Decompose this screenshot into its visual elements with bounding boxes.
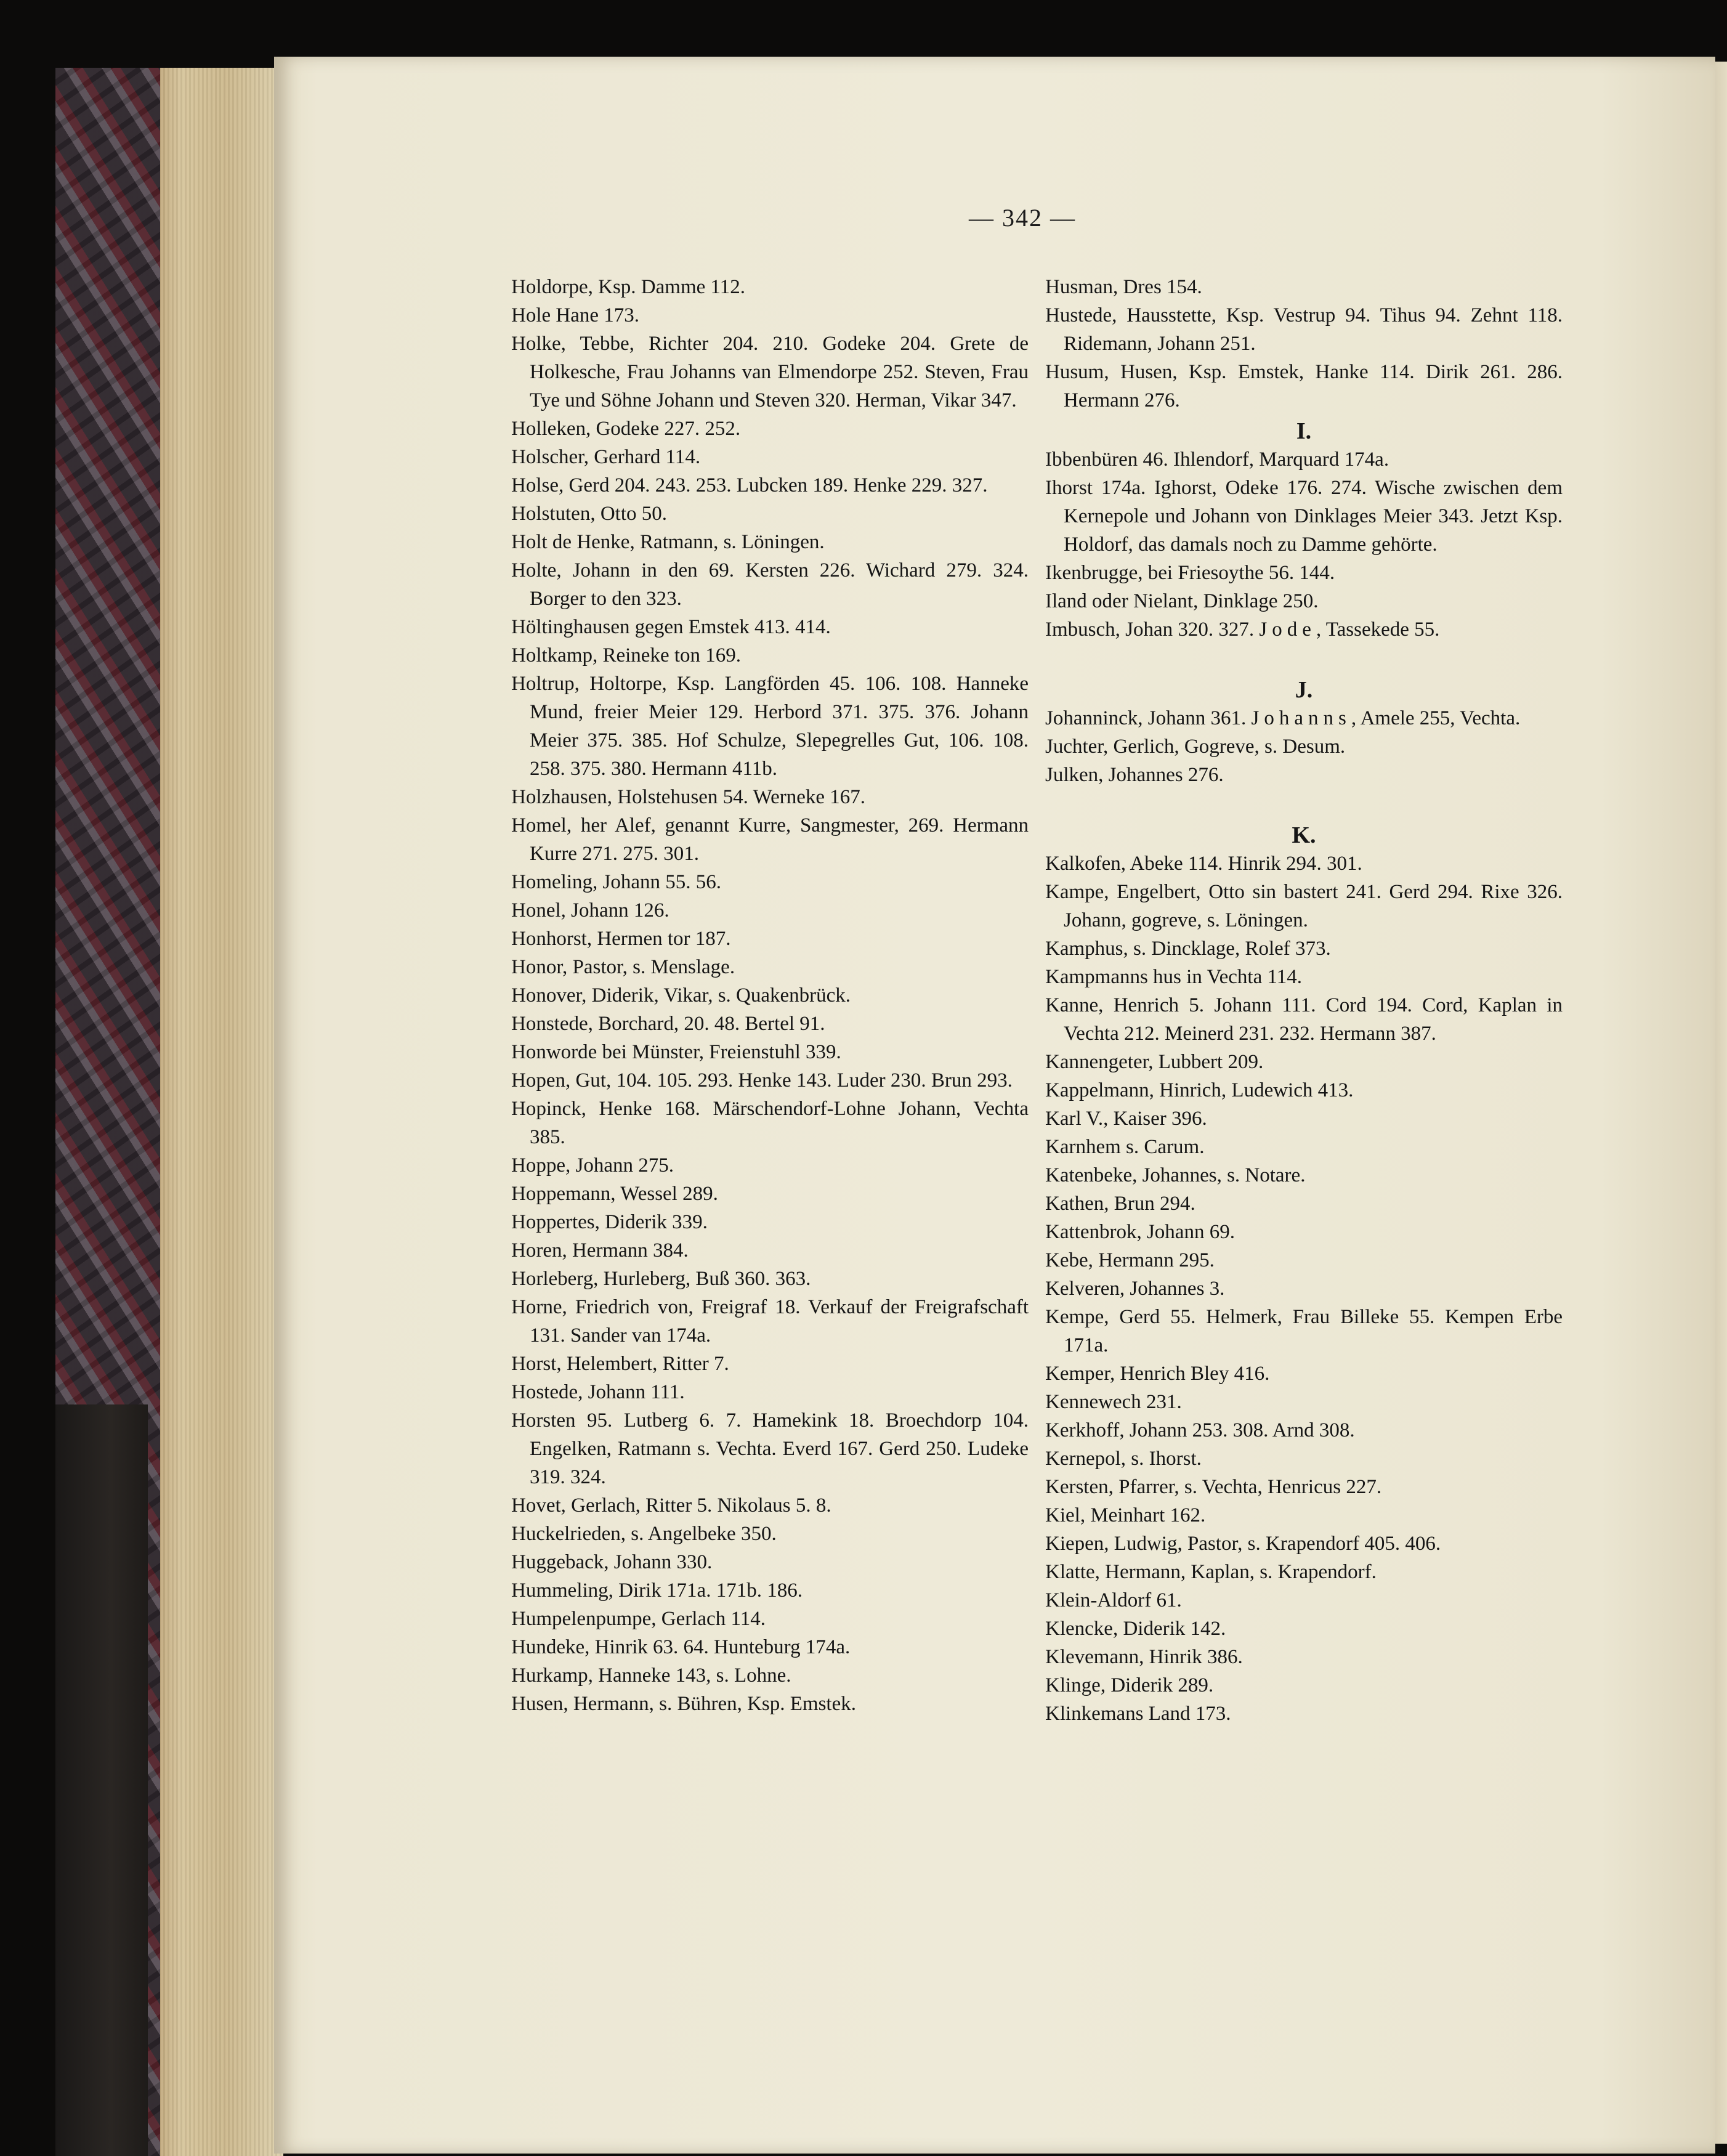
index-entry: Holdorpe, Ksp. Damme 112. <box>511 276 746 298</box>
index-entry: Karnhem s. Carum. <box>1045 1136 1205 1158</box>
k-entries <box>1045 849 1563 1728</box>
index-entry: Huggeback, Johann 330. <box>511 1551 713 1573</box>
index-entry: Holse, Gerd 204. 243. 253. Lubcken 189. Henke 229. 327. <box>511 474 988 496</box>
index-entry: Holscher, Gerhard 114. <box>511 446 701 468</box>
index-entry: Horst, Helembert, Ritter 7. <box>511 1353 729 1375</box>
index-entry: Holke, Tebbe, Richter 204. 210. Godeke 204. Grete de Holkesche, Frau Johanns van Elmendorpe 252. Steven, Frau Tye und Söhne Johann und Steven 320. Herman, Vikar 347. <box>511 333 1029 411</box>
index-entry: Honor, Pastor, s. Menslage. <box>511 956 735 978</box>
index-entry: Katenbeke, Johannes, s. Notare. <box>1045 1164 1306 1186</box>
index-entry: Höltinghausen gegen Emstek 413. 414. <box>511 616 831 638</box>
index-entry: Holt de Henke, Ratmann, s. Löningen. <box>511 531 825 553</box>
i-entries <box>1045 445 1563 615</box>
index-entry: Horen, Hermann 384. <box>511 1239 689 1262</box>
index-entry: Humpelenpumpe, Gerlach 114. <box>511 1608 766 1630</box>
index-entry: Hovet, Gerlach, Ritter 5. Nikolaus 5. 8. <box>511 1494 831 1517</box>
index-entry: Huckelrieden, s. Angelbeke 350. <box>511 1523 777 1545</box>
index-entry: Kiel, Meinhart 162. <box>1045 1504 1206 1526</box>
index-entry: Hoppemann, Wessel 289. <box>511 1183 718 1205</box>
index-entry: Homeling, Johann 55. 56. <box>511 871 721 893</box>
index-entry: Klevemann, Hinrik 386. <box>1045 1646 1243 1668</box>
spaced-name: Johanns <box>1251 707 1351 729</box>
index-entry: Kathen, Brun 294. <box>1045 1193 1195 1215</box>
index-entry: Klinkemans Land 173. <box>1045 1703 1231 1725</box>
index-entry: Husen, Hermann, s. Bühren, Ksp. Emstek. <box>511 1693 857 1715</box>
index-entry: Kiepen, Ludwig, Pastor, s. Krapendorf 405. 406. <box>1045 1533 1441 1555</box>
index-entry: Hundeke, Hinrik 63. 64. Hunteburg 174a. <box>511 1636 851 1658</box>
index-entry: Hole Hane 173. <box>511 304 640 326</box>
index-entry: Honover, Diderik, Vikar, s. Quakenbrück. <box>511 984 851 1007</box>
index-entry: Holte, Johann in den 69. Kersten 226. Wichard 279. 324. Borger to den 323. <box>511 559 1029 610</box>
index-entry: Juchter, Gerlich, Gogreve, s. Desum. <box>1045 736 1346 758</box>
index-entry <box>1045 615 1563 644</box>
index-entry: Ibbenbüren 46. Ihlendorf, Marquard 174a. <box>1045 448 1389 471</box>
index-entry: Hustede, Hausstette, Ksp. Vestrup 94. Tihus 94. Zehnt 118. Ridemann, Johann 251. <box>1045 304 1563 355</box>
index-entry: Kelveren, Johannes 3. <box>1045 1278 1225 1300</box>
index-entry: Holstuten, Otto 50. <box>511 503 667 525</box>
index-entry: Husman, Dres 154. <box>1045 276 1202 298</box>
index-entry: Kappelmann, Hinrich, Ludewich 413. <box>1045 1079 1354 1101</box>
index-entry: Horsten 95. Lutberg 6. 7. Hamekink 18. Broechdorp 104. Engelken, Ratmann s. Vechta. Everd 167. Gerd 250. Ludeke 319. 324. <box>511 1409 1029 1488</box>
section-letter-i: I. <box>1296 418 1312 444</box>
h-entries <box>1045 273 1563 415</box>
index-entry: Hoppertes, Diderik 339. <box>511 1211 708 1233</box>
index-entry: Kennewech 231. <box>1045 1391 1182 1413</box>
index-entry: Iland oder Nielant, Dinklage 250. <box>1045 590 1319 612</box>
index-entry: Hummeling, Dirik 171a. 171b. 186. <box>511 1579 803 1602</box>
johanninck-rest: , Amele 255, Vechta. <box>1351 707 1521 729</box>
index-entry: Hurkamp, Hanneke 143, s. Lohne. <box>511 1664 791 1687</box>
index-entry: Kernepol, s. Ihorst. <box>1045 1448 1202 1470</box>
index-entry: Kempe, Gerd 55. Helmerk, Frau Billeke 55. Kempen Erbe 171a. <box>1045 1306 1563 1356</box>
index-entry: Hopen, Gut, 104. 105. 293. Henke 143. Luder 230. Brun 293. <box>511 1069 1013 1092</box>
index-entry: Kebe, Hermann 295. <box>1045 1249 1215 1271</box>
index-entry: Holzhausen, Holstehusen 54. Werneke 167. <box>511 786 866 808</box>
index-entry: Hopinck, Henke 168. Märschendorf-Lohne Johann, Vechta 385. <box>511 1098 1029 1148</box>
index-entry: Kerkhoff, Johann 253. 308. Arnd 308. <box>1045 1419 1355 1441</box>
index-entry: Klein-Aldorf 61. <box>1045 1589 1182 1611</box>
johanninck-text: Johanninck, Johann 361. <box>1045 707 1252 729</box>
index-entry: Honstede, Borchard, 20. 48. Bertel 91. <box>511 1013 825 1035</box>
index-entry: Horne, Friedrich von, Freigraf 18. Verkauf der Freigrafschaft 131. Sander van 174a. <box>511 1296 1029 1347</box>
index-entry: Holtkamp, Reineke ton 169. <box>511 644 742 667</box>
index-entry: Hostede, Johann 111. <box>511 1381 685 1403</box>
section-letter-j: J. <box>1295 677 1313 703</box>
index-entry: Julken, Johannes 276. <box>1045 764 1224 786</box>
section-letter-k: K. <box>1292 822 1316 848</box>
index-entry: Kampe, Engelbert, Otto sin bastert 241. Gerd 294. Rixe 326. Johann, gogreve, s. Löningen. <box>1045 881 1563 931</box>
spaced-name: Jode <box>1259 618 1316 641</box>
index-entry: Honel, Johann 126. <box>511 899 669 922</box>
index-entry: Kersten, Pfarrer, s. Vechta, Henricus 227. <box>1045 1476 1382 1498</box>
index-entry: Klencke, Diderik 142. <box>1045 1618 1226 1640</box>
index-entry: Kanne, Henrich 5. Johann 111. Cord 194. Cord, Kaplan in Vechta 212. Meinerd 231. 232. Hermann 387. <box>1045 994 1563 1045</box>
index-entry: Klinge, Diderik 289. <box>1045 1674 1214 1696</box>
index-entry: Kemper, Henrich Bley 416. <box>1045 1363 1270 1385</box>
index-entry: Kalkofen, Abeke 114. Hinrik 294. 301. <box>1045 853 1362 875</box>
index-entry <box>1045 704 1563 732</box>
left-column <box>511 273 1029 1718</box>
index-entry: Kampmanns hus in Vechta 114. <box>1045 966 1303 988</box>
index-entry: Karl V., Kaiser 396. <box>1045 1108 1207 1130</box>
index-entry: Klatte, Hermann, Kaplan, s. Krapendorf. <box>1045 1561 1377 1583</box>
index-entry: Horleberg, Hurleberg, Buß 360. 363. <box>511 1268 811 1290</box>
imbusch-rest: , Tassekede 55. <box>1316 618 1440 641</box>
imbusch-text: Imbusch, Johan 320. 327. <box>1045 618 1260 641</box>
index-entry: Kattenbrok, Johann 69. <box>1045 1221 1235 1243</box>
index-entry: Ikenbrugge, bei Friesoythe 56. 144. <box>1045 562 1335 584</box>
index-entry: Hoppe, Johann 275. <box>511 1154 674 1177</box>
index-entry: Honhorst, Hermen tor 187. <box>511 928 731 950</box>
index-entry: Homel, her Alef, genannt Kurre, Sangmester, 269. Hermann Kurre 271. 275. 301. <box>511 814 1029 865</box>
index-entry: Kamphus, s. Dincklage, Rolef 373. <box>1045 938 1331 960</box>
index-entry: Honworde bei Münster, Freienstuhl 339. <box>511 1041 841 1063</box>
page-number: — 342 — <box>969 204 1076 232</box>
book-cover <box>55 1404 148 2156</box>
index-entry: Holleken, Godeke 227. 252. <box>511 418 741 440</box>
right-column <box>1045 273 1563 1728</box>
index-entry: Husum, Husen, Ksp. Emstek, Hanke 114. Dirik 261. 286. Hermann 276. <box>1045 361 1563 411</box>
index-entry: Holtrup, Holtorpe, Ksp. Langförden 45. 106. 108. Hanneke Mund, freier Meier 129. Herbord 371. 375. 376. Johann Meier 375. 385. Hof Schulze, Slepegrelles Gut, 106. 108. 258. 375. 380. Hermann 411b. <box>511 673 1029 780</box>
index-entry: Ihorst 174a. Ighorst, Odeke 176. 274. Wische zwischen dem Kernepole und Johann von Dinklages Meier 343. Jetzt Ksp. Holdorf, das damals noch zu Damme gehörte. <box>1045 477 1563 556</box>
j-entries <box>1045 732 1563 789</box>
index-entry: Kannengeter, Lubbert 209. <box>1045 1051 1264 1073</box>
